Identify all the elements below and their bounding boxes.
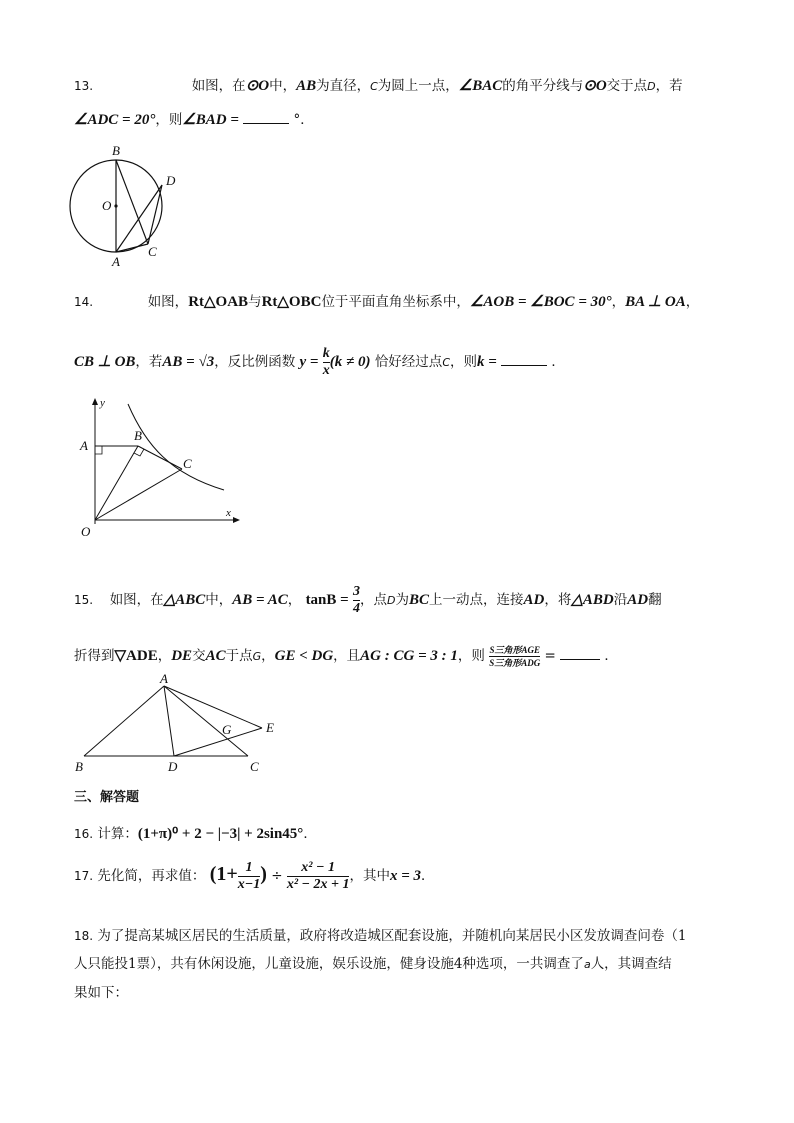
question-number: 15.: [74, 593, 94, 607]
x-axis-arrow: [233, 517, 240, 523]
label-a: A: [112, 254, 120, 269]
question-number: 18.: [74, 929, 94, 943]
fraction-k-over-x: $\frac{k}{x}$: [322, 346, 330, 378]
question-14-line2: CB ⊥ OB，若AB = √3，反比例函数 y = $\frac{k}{x}$ (k ≠ 0) 恰好经过点C，则k = ．: [74, 346, 565, 378]
label-o: O: [81, 524, 91, 539]
question-15: 15. 如图，在△ABC中，AB = AC， tanB = $\frac{3}{4}$ ，点D为BC上一动点，连接AD，将△ABD沿AD翻: [74, 584, 662, 616]
label-a: A: [160, 671, 168, 686]
label-b: B: [75, 759, 83, 774]
y-axis-arrow: [92, 398, 98, 405]
label-g: G: [222, 722, 232, 737]
fraction-rational-expression: $\frac{\text{x² − 1}}{\text{x² − 2x + 1}}$: [286, 860, 350, 892]
label-d: D: [168, 759, 178, 774]
question-15-line2: 折得到▽ADE，DE交AC于点G，GE < DG，且AG : CG = 3 : 1，则 $\frac{\text{S三角形AGE}}{\text{S三角形ADG}}$ = ．: [74, 645, 618, 668]
hyperbola: [128, 404, 224, 490]
label-a: A: [80, 438, 88, 453]
segment-ad: [164, 686, 174, 756]
question-13: 13. 如图，在⊙O中，AB为直径，C为圆上一点，∠BAC的角平分线与⊙O交于点D，若: [74, 78, 683, 94]
segment-ob: [95, 446, 138, 520]
label-d: D: [166, 173, 176, 188]
condition: ∠ADC = 20°: [74, 112, 156, 128]
segment-de: [174, 728, 262, 756]
area-ratio-fraction: $\frac{\text{S三角形AGE}}{\text{S三角形ADG}}$: [489, 645, 541, 668]
question-17: 17. 先化简，再求值： (1+ $\frac{1}{x-1}$ ) ÷ $\frac{\text{x² − 1}}{\text{x² − 2x + 1}}$ ，其中x = 3．: [74, 860, 435, 892]
expression: (1+π)⁰ + 2 − |−3| + 2sin45°: [137, 826, 304, 842]
fraction-three-quarters: $\frac{3}{4}$: [353, 584, 360, 616]
label-x: x: [226, 507, 231, 519]
question-number: 16.: [74, 827, 94, 841]
right-angle-a: [95, 446, 102, 454]
question-number: 17.: [74, 869, 94, 883]
segment-ab: [84, 686, 164, 756]
segment-dc: [148, 185, 162, 244]
circle-figure: [66, 140, 216, 270]
segment-ad: [116, 185, 162, 252]
label-o: O: [102, 198, 112, 213]
label-c: C: [250, 759, 259, 774]
label-y: y: [100, 397, 105, 409]
question-13-line2: ∠ADC = 20°，则∠BAD = °．: [74, 112, 314, 128]
question-18: 18. 为了提高某城区居民的生活质量，政府将改造城区配套设施，并随机向某居民小区发放调查问卷（1 人只能投1票），共有休闲设施，儿童设施，娱乐设施，健身设施4种选项，一共调查了a人，其调查结 果如下：: [74, 928, 687, 1001]
triangle-figure: [72, 671, 284, 776]
segment-bc: [116, 160, 148, 244]
answer-blank[interactable]: [501, 365, 547, 366]
label-c: C: [148, 244, 157, 259]
fraction-one-over-x-minus-one: $\frac{1}{x-1}$: [237, 860, 261, 892]
coordinate-figure: [76, 396, 246, 542]
label-b: B: [112, 143, 120, 158]
answer-blank[interactable]: [243, 123, 289, 124]
question-16: 16. 计算：(1+π)⁰ + 2 − |−3| + 2sin45°．: [74, 826, 317, 842]
question-14: 14. 如图，Rt△OAB与Rt△OBC位于平面直角坐标系中，∠AOB = ∠BOC = 30°，BA ⊥ OA，: [74, 294, 700, 310]
segment-bc: [138, 446, 182, 469]
section-heading: 三、解答题: [74, 790, 140, 805]
label-b: B: [134, 428, 142, 443]
label-e: E: [266, 720, 274, 735]
question-number: 14.: [74, 295, 94, 309]
segment-oc: [95, 469, 182, 520]
segment-ae: [164, 686, 262, 728]
label-c: C: [183, 456, 192, 471]
answer-blank[interactable]: [560, 659, 600, 660]
question-number: 13.: [74, 79, 94, 93]
center-point: [114, 204, 117, 207]
